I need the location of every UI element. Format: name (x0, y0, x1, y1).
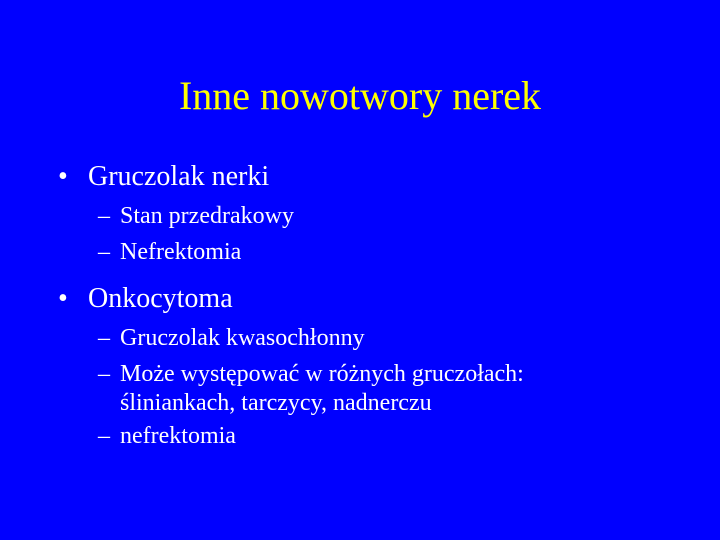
sub-item (98, 320, 698, 356)
sub-item-text: Stan przedrakowy (120, 203, 294, 229)
sub-item (98, 198, 698, 234)
bullet-label: Onkocytoma (88, 283, 233, 314)
bullet-list (58, 160, 698, 454)
sub-item (98, 418, 698, 454)
dash-icon: – (98, 361, 110, 387)
sub-item-text: Nefrektomia (120, 239, 242, 265)
dash-icon: – (98, 423, 110, 449)
bullet-item-gruczolak (58, 160, 698, 194)
sub-list (58, 320, 698, 454)
bullet-icon: • (58, 283, 68, 314)
slide-title: Inne nowotwory nerek (178, 73, 542, 118)
bullet-item-onkocytoma (58, 282, 698, 316)
dash-icon: – (98, 325, 110, 351)
dash-icon: – (98, 203, 110, 229)
sub-item-text: Gruczolak kwasochłonny (120, 325, 365, 351)
bullet-label: Gruczolak nerki (88, 161, 270, 192)
sub-item-continuation: śliniankach, tarczycy, nadnerczu (120, 390, 432, 416)
dash-icon: – (98, 239, 110, 265)
sub-item (98, 356, 698, 418)
sub-item-text: nefrektomia (120, 423, 236, 449)
sub-item-text: Może występować w różnych gruczołach: (120, 361, 524, 387)
bullet-icon: • (58, 161, 68, 192)
sub-item (98, 234, 698, 270)
sub-list (58, 198, 698, 270)
